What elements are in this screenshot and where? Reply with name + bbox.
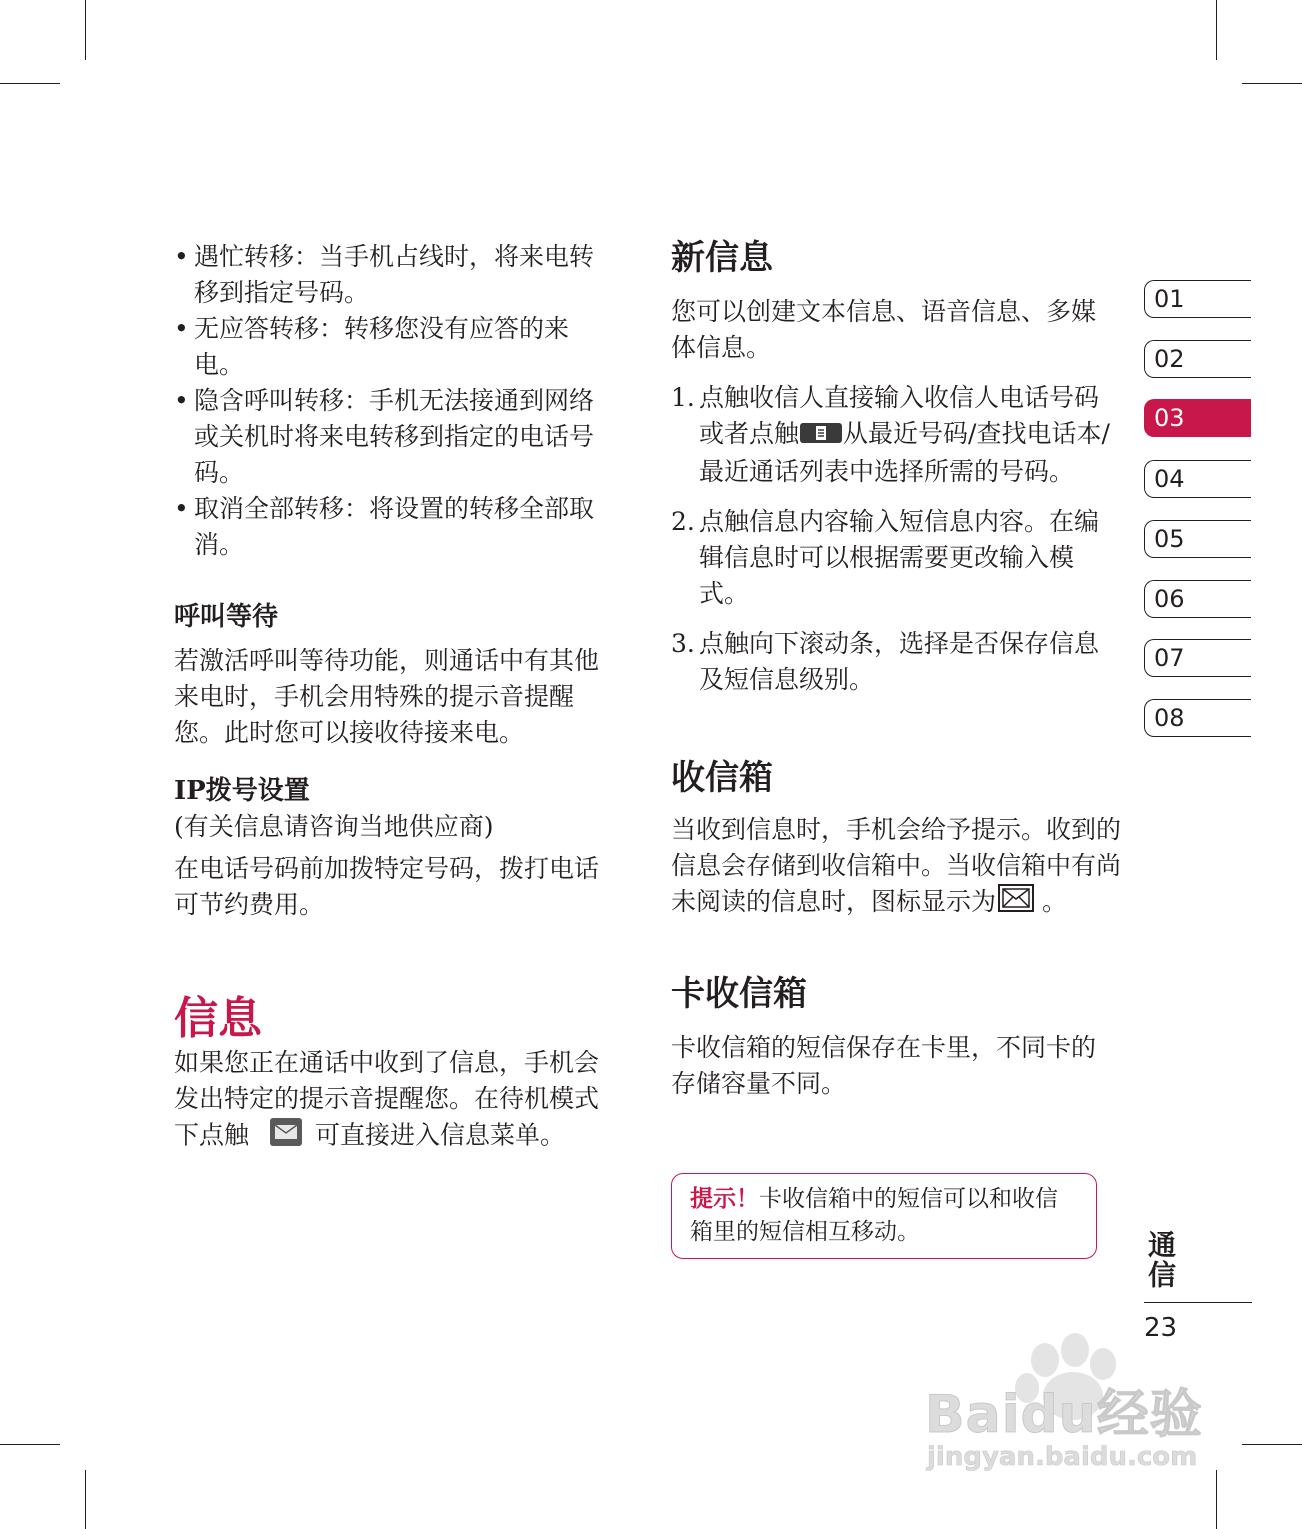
message-section-text bbox=[174, 1045, 616, 1157]
list-item: • 取消全部转移：将设置的转移全部取消。 bbox=[174, 491, 616, 563]
watermark bbox=[925, 1330, 1225, 1484]
step-text: 从最近号码/查找电话本/最近通话列表中选择所需的号码。 bbox=[699, 419, 1110, 486]
new-message-heading: 新信息 bbox=[671, 238, 773, 278]
chapter-tab[interactable]: 04 bbox=[1144, 460, 1251, 498]
inbox-text-part: 。 bbox=[1042, 886, 1068, 916]
right-column bbox=[671, 236, 1121, 1102]
list-item: • 遇忙转移：当手机占线时，将来电转移到指定号码。 bbox=[174, 239, 616, 311]
inbox-text bbox=[671, 812, 1121, 923]
step-number: 2. bbox=[671, 506, 695, 536]
list-item bbox=[671, 380, 1121, 490]
call-waiting-text: 若激活呼叫等待功能，则通话中有其他来电时，手机会用特殊的提示音提醒您。此时您可以接收待接来电。 bbox=[174, 646, 600, 747]
new-message-steps bbox=[671, 380, 1121, 698]
crop-mark bbox=[0, 1444, 60, 1445]
forwarding-options-list bbox=[174, 239, 616, 563]
message-text-part: 如果您正在通话中收到了信息，手机会发出特定的提示音提醒您。在待机模式下点触 bbox=[174, 1048, 600, 1150]
divider bbox=[1144, 1302, 1252, 1303]
new-message-intro: 您可以创建文本信息、语音信息、多媒体信息。 bbox=[671, 297, 1097, 362]
step-number: 1. bbox=[671, 383, 695, 412]
crop-mark bbox=[1242, 1444, 1302, 1445]
chapter-tab-active[interactable]: 03 bbox=[1144, 399, 1251, 437]
card-inbox-text: 卡收信箱的短信保存在卡里，不同卡的存储容量不同。 bbox=[671, 1033, 1097, 1098]
unread-envelope-icon bbox=[998, 884, 1034, 922]
crop-mark bbox=[85, 1470, 86, 1529]
step-number: 3. bbox=[671, 628, 695, 658]
menu-icon bbox=[799, 418, 843, 454]
list-item bbox=[671, 504, 1121, 612]
ip-dial-text: 在电话号码前加拨特定号码，拨打电话可节约费用。 bbox=[174, 854, 600, 919]
list-item bbox=[671, 626, 1121, 698]
message-text-part: 可直接进入信息菜单。 bbox=[314, 1120, 565, 1150]
tip-box bbox=[671, 1173, 1097, 1259]
list-item: • 隐含呼叫转移：手机无法接通到网络或关机时将来电转移到指定的电话号码。 bbox=[174, 383, 616, 491]
step-text: 点触信息内容输入短信息内容。在编辑信息时可以根据需要更改输入模式。 bbox=[699, 506, 1100, 608]
crop-mark bbox=[85, 0, 86, 60]
list-item: • 无应答转移：转移您没有应答的来电。 bbox=[174, 311, 616, 383]
chapter-tab[interactable]: 05 bbox=[1144, 520, 1251, 558]
ip-dial-heading: IP拨号设置 bbox=[174, 776, 310, 806]
crop-mark bbox=[1242, 83, 1302, 84]
tip-label: 提示！ bbox=[690, 1185, 759, 1212]
chapter-tab[interactable]: 08 bbox=[1144, 699, 1251, 737]
ip-dial-note: (有关信息请咨询当地供应商) bbox=[174, 812, 494, 841]
step-text: 点触向下滚动条，选择是否保存信息及短信息级别。 bbox=[699, 628, 1100, 694]
message-section-title: 信息 bbox=[174, 993, 262, 1044]
card-inbox-heading: 卡收信箱 bbox=[671, 974, 807, 1014]
page-number: 23 bbox=[1144, 1313, 1178, 1343]
chapter-tab[interactable]: 06 bbox=[1144, 580, 1251, 618]
chapter-tab[interactable]: 01 bbox=[1144, 280, 1251, 318]
crop-mark bbox=[0, 83, 60, 84]
chapter-tab[interactable]: 07 bbox=[1144, 639, 1251, 677]
tip-text: 卡收信箱中的短信可以和收信箱里的短信相互移动。 bbox=[690, 1186, 1058, 1245]
watermark-url: jingyan.baidu.com bbox=[927, 1442, 1198, 1472]
call-waiting-heading: 呼叫等待 bbox=[174, 602, 279, 632]
watermark-brand: Baidu经验 bbox=[925, 1385, 1203, 1445]
envelope-icon bbox=[269, 1117, 303, 1157]
step-text: 点触收信人直接输入收信人电话号码或者点触 bbox=[699, 383, 1100, 448]
left-column bbox=[174, 239, 616, 1157]
chapter-tab[interactable]: 02 bbox=[1144, 340, 1251, 378]
inbox-heading: 收信箱 bbox=[671, 757, 773, 798]
crop-mark bbox=[1216, 0, 1217, 60]
chapter-name: 通信 bbox=[1144, 1230, 1177, 1290]
inbox-text-part: 当收到信息时，手机会给予提示。收到的信息会存储到收信箱中。当收信箱中有尚未阅读的信息时，图标显示为 bbox=[671, 814, 1122, 916]
